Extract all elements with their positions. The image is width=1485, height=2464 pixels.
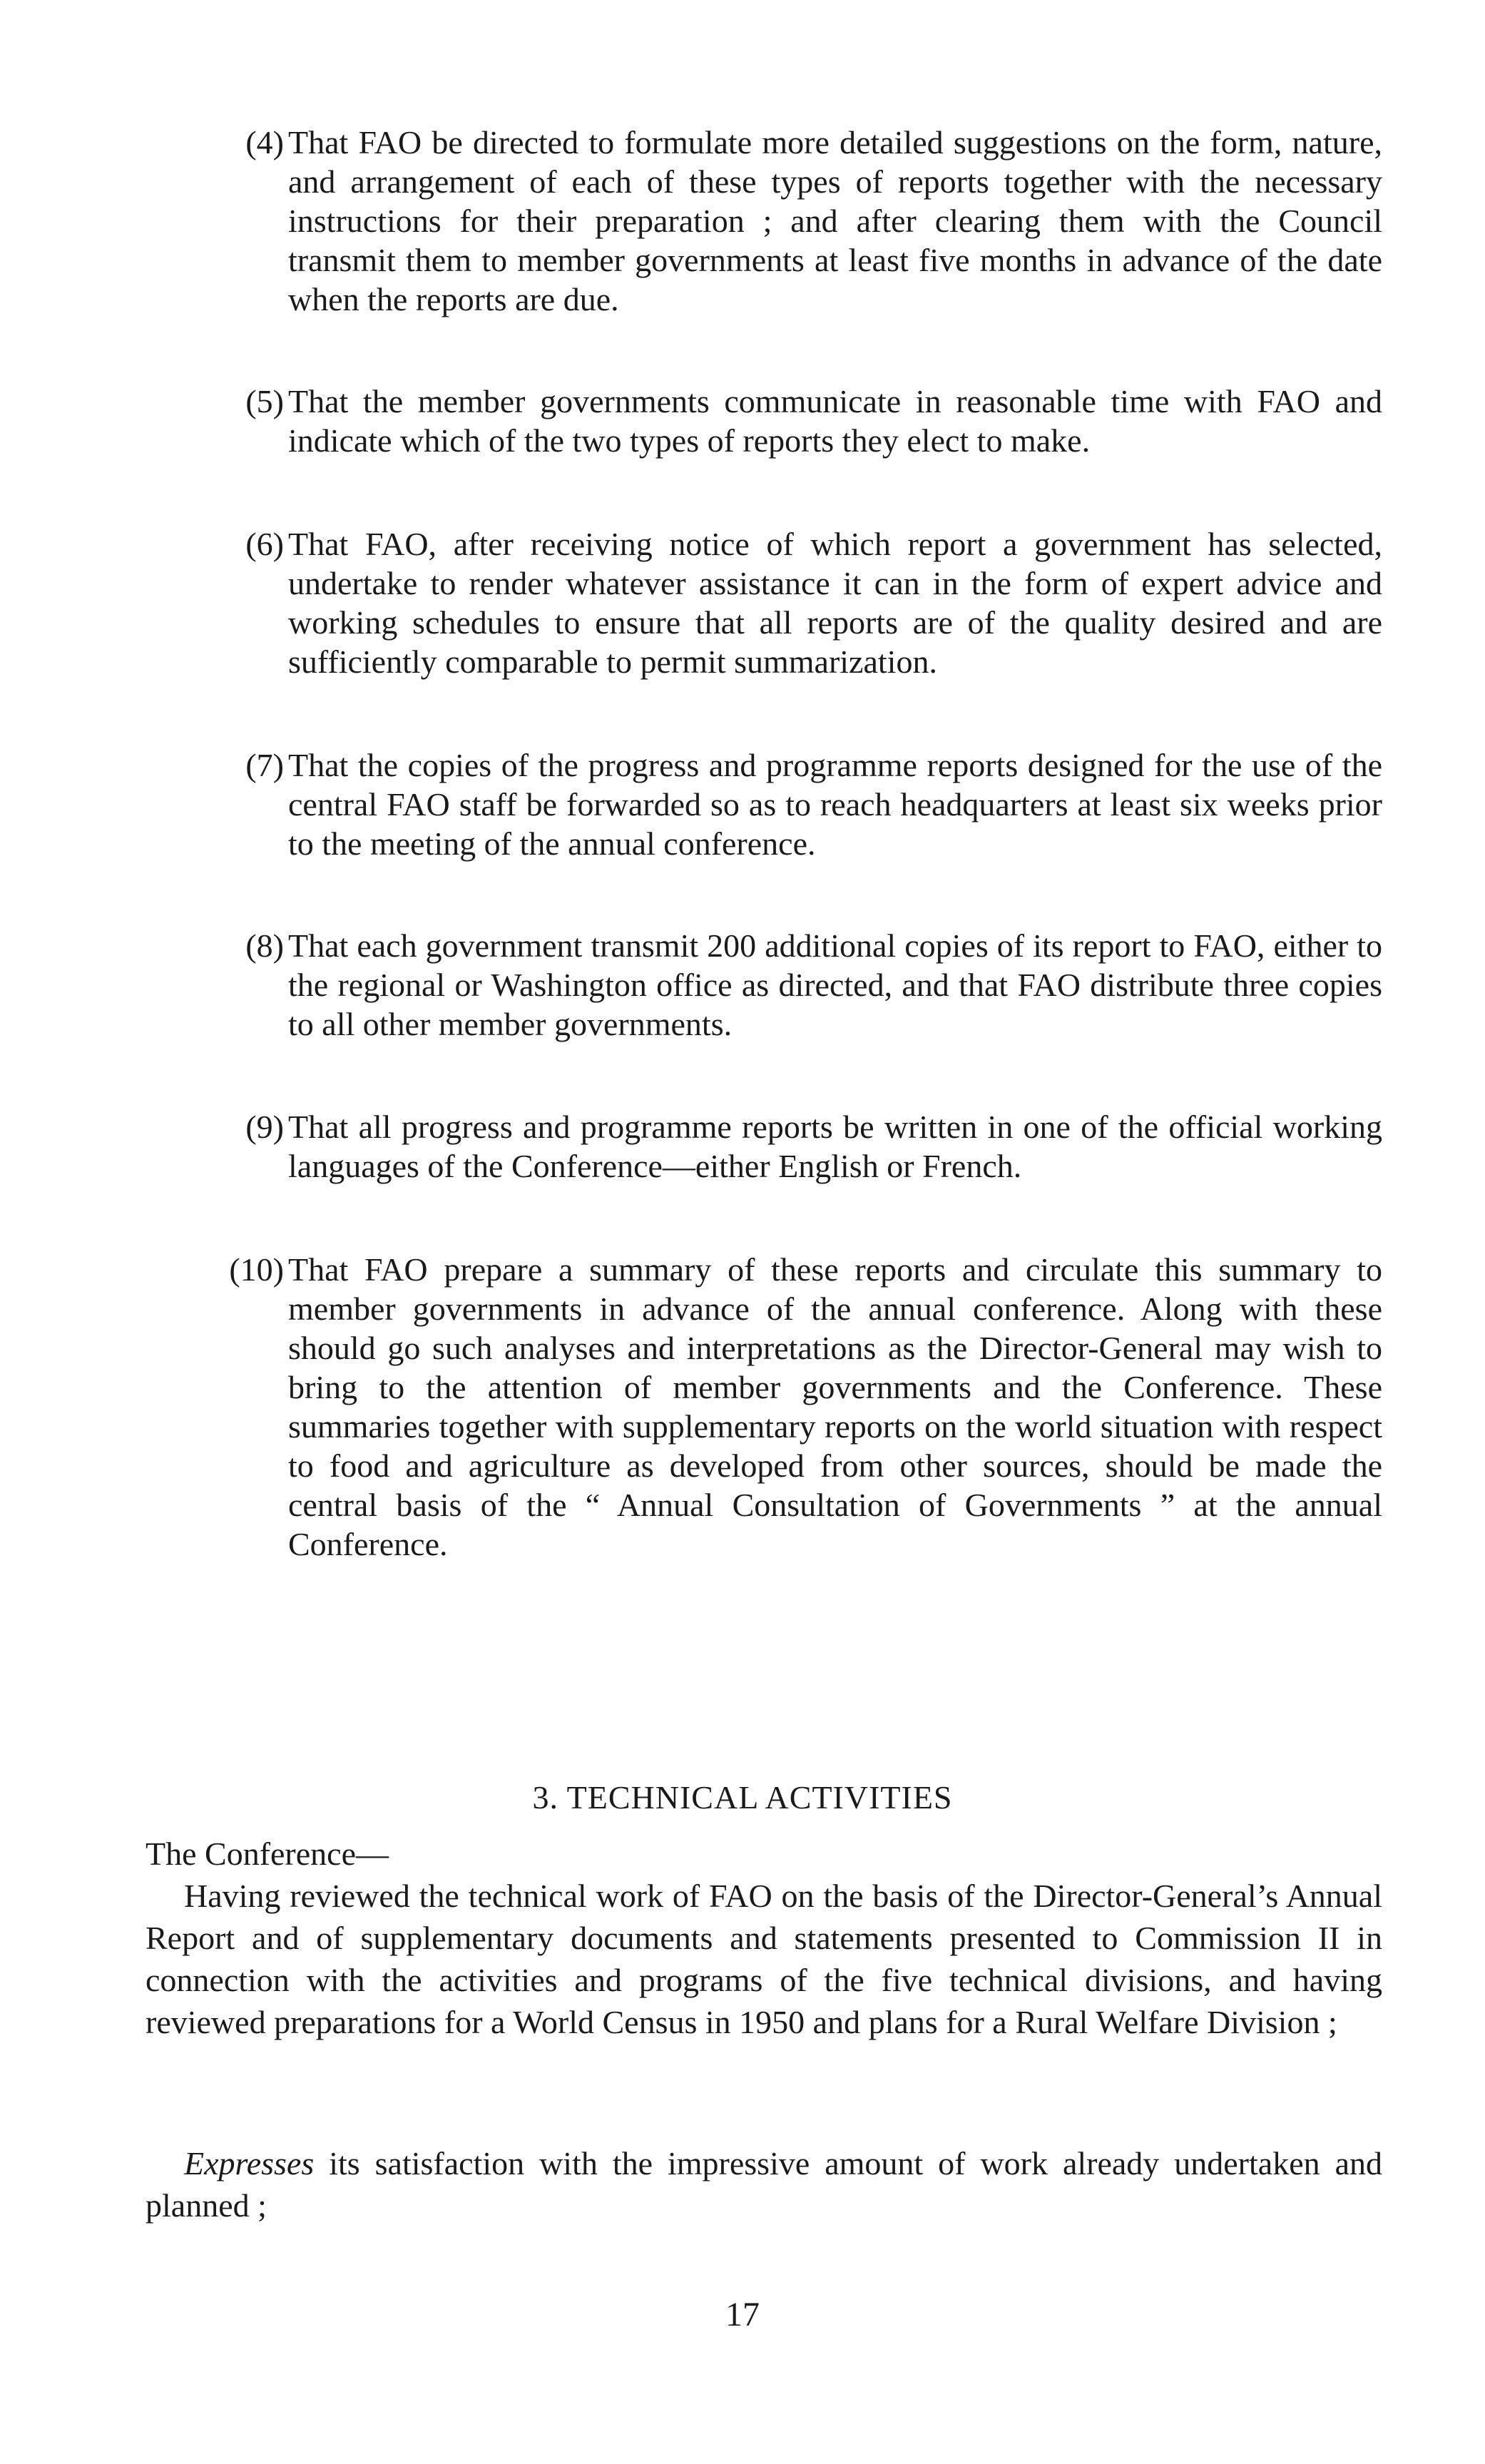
- item-number: (5): [245, 383, 284, 419]
- item-text: That all progress and programme reports be written in one of the official working languages of the Conference—either English or French.: [288, 1109, 1382, 1184]
- paragraph-reviewed: Having reviewed the technical work of FAO on the basis of the Director-General’s Annual Report and of supplementary documents and statements presented to Commission II in connection with the activities and programs of the five technical divisions, and having reviewed preparations for a World Census in 1950 and plans for a Rural Welfare Division ;: [146, 1878, 1382, 2040]
- item-text: That the copies of the progress and programme reports designed for the use of the central FAO staff be forwarded so as to reach headquarters at least six weeks prior to the meeting of the annual conference.: [288, 747, 1382, 862]
- item-text: That FAO be directed to formulate more detailed suggestions on the form, nature, and arrangement of each of these types of reports together with the necessary instructions for their preparation ; and after clearing them with the Council transmit them to member governments at least five months in advance of the date when the reports are due.: [288, 124, 1382, 317]
- item-number: (6): [245, 526, 284, 562]
- paragraph-expresses: [146, 2142, 1382, 2226]
- item-number: (8): [245, 927, 284, 964]
- item-text: That FAO prepare a summary of these reports and circulate this summary to member governments in advance of the annual conference. Along with these should go such analyses and interpretations as the Director-General may wish to bring to the attention of member governments and the Conference. These summaries together with supplementary reports on the world situation with respect to food and agriculture as developed from other sources, should be made the central basis of the “ Annual Consultation of Governments ” at the annual Conference.: [288, 1251, 1382, 1562]
- item-number: (9): [245, 1109, 284, 1145]
- item-text: That FAO, after receiving notice of which report a government has selected, undertake to render whatever assistance it can in the form of expert advice and working schedules to ensure that all reports are of the quality desired and are sufficiently comparable to permit summarization.: [288, 526, 1382, 680]
- item-text: That the member governments communicate in reasonable time with FAO and indicate which of the two types of reports they elect to make.: [288, 383, 1382, 459]
- paragraph-rest: its satisfaction with the impressive amount of work already undertaken and planned ;: [146, 2145, 1382, 2224]
- section-heading: 3. TECHNICAL ACTIVITIES: [532, 1779, 953, 1816]
- conference-label: The Conference—: [146, 1836, 389, 1872]
- page-number: 17: [725, 2296, 760, 2333]
- item-number: (4): [245, 124, 284, 161]
- item-text: That each government transmit 200 additional copies of its report to FAO, either to the regional or Washington office as directed, and that FAO distribute three copies to all other member governments.: [288, 927, 1382, 1042]
- item-number: (10): [229, 1251, 284, 1288]
- paragraph-lead-italic: Expresses: [184, 2145, 315, 2182]
- item-number: (7): [245, 747, 284, 783]
